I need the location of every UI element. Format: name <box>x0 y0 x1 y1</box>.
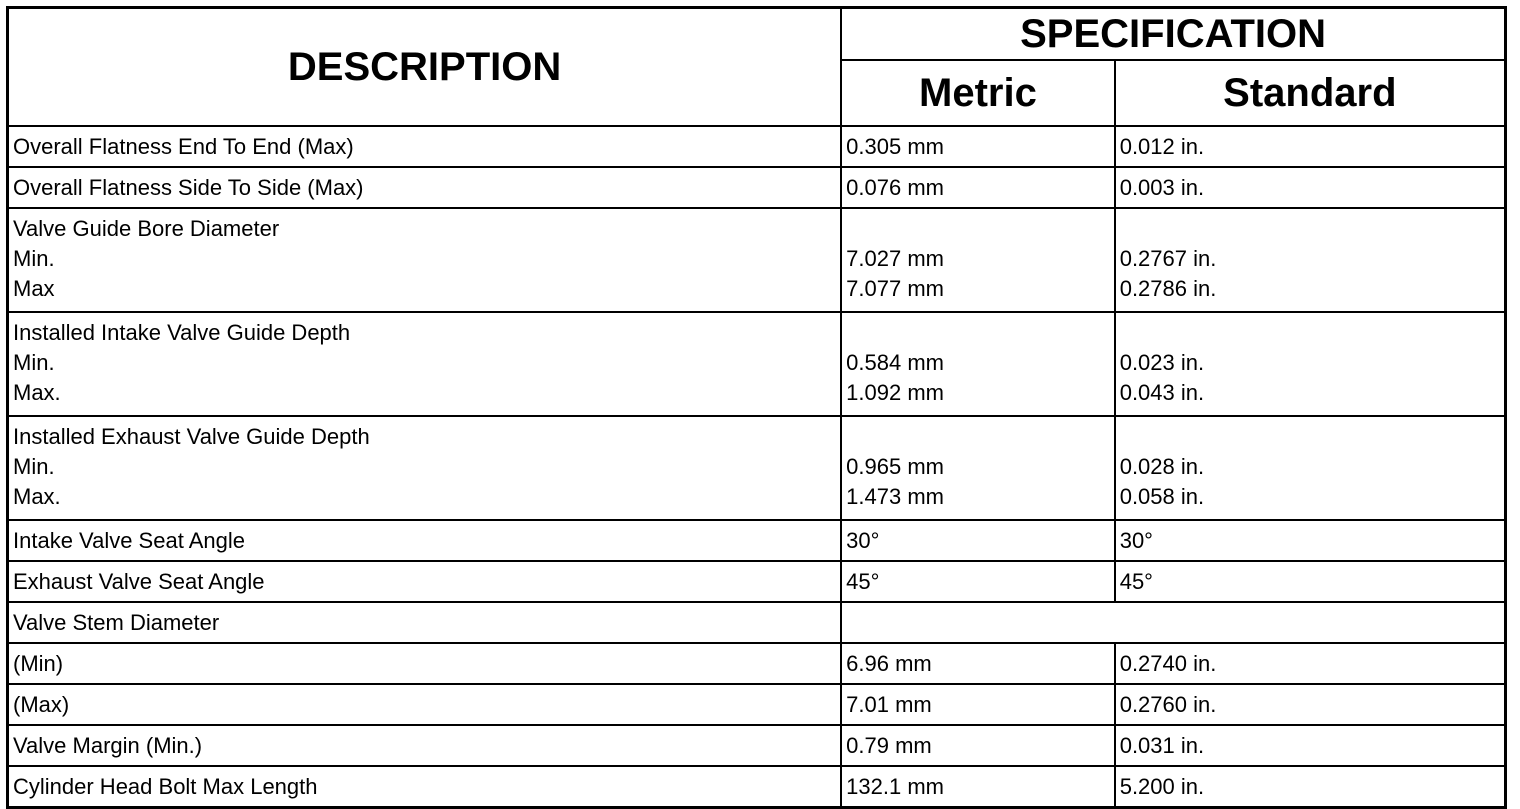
row-label: Valve Stem Diameter <box>8 602 842 643</box>
standard-value-group <box>1115 208 1506 312</box>
table-row <box>8 126 1506 167</box>
metric-value: 7.01 mm <box>841 684 1115 725</box>
standard-value: 5.200 in. <box>1115 766 1506 808</box>
row-label: (Min) <box>8 643 842 684</box>
metric-value-group <box>841 208 1115 312</box>
metric-value: 0.076 mm <box>841 167 1115 208</box>
table-row <box>8 520 1506 561</box>
standard-value: 0.2740 in. <box>1115 643 1506 684</box>
row-label: (Max) <box>8 684 842 725</box>
standard-header: Standard <box>1115 60 1506 126</box>
metric-header: Metric <box>841 60 1115 126</box>
table-row <box>8 208 1506 312</box>
metric-value: 0.305 mm <box>841 126 1115 167</box>
table-row <box>8 684 1506 725</box>
row-label: Exhaust Valve Seat Angle <box>8 561 842 602</box>
empty-spec-cell <box>841 602 1505 643</box>
standard-value: 0.2760 in. <box>1115 684 1506 725</box>
standard-value-group <box>1115 416 1506 520</box>
metric-value: 1.473 mm <box>846 484 944 509</box>
row-label: Installed Intake Valve Guide Depth <box>13 320 351 345</box>
standard-value: 0.058 in. <box>1119 484 1205 509</box>
row-label-group <box>8 416 842 520</box>
sub-label: Max. <box>13 380 61 405</box>
table-row <box>8 643 1506 684</box>
metric-value: 45° <box>841 561 1115 602</box>
specification-header: SPECIFICATION <box>841 8 1505 61</box>
sub-label: Min. <box>13 454 55 479</box>
metric-value: 0.584 mm <box>846 350 944 375</box>
metric-value: 0.79 mm <box>841 725 1115 766</box>
table-row <box>8 167 1506 208</box>
standard-value: 0.003 in. <box>1115 167 1506 208</box>
standard-value: 45° <box>1115 561 1506 602</box>
sub-label: Min. <box>13 350 55 375</box>
metric-value: 0.965 mm <box>846 454 944 479</box>
metric-value: 30° <box>841 520 1115 561</box>
table-row <box>8 561 1506 602</box>
standard-value: 0.023 in. <box>1119 350 1205 375</box>
table-row <box>8 602 1506 643</box>
row-label: Installed Exhaust Valve Guide Depth <box>13 424 370 449</box>
sub-label: Min. <box>13 246 55 271</box>
sub-label: Max <box>13 276 55 301</box>
metric-value: 7.027 mm <box>846 246 944 271</box>
description-header: DESCRIPTION <box>8 8 842 127</box>
standard-value: 0.031 in. <box>1115 725 1506 766</box>
sub-label: Max. <box>13 484 61 509</box>
standard-value: 0.028 in. <box>1119 454 1205 479</box>
table-row <box>8 766 1506 808</box>
standard-value: 0.2767 in. <box>1119 246 1217 271</box>
metric-value: 132.1 mm <box>841 766 1115 808</box>
row-label-group <box>8 208 842 312</box>
table-row <box>8 312 1506 416</box>
table-row <box>8 416 1506 520</box>
standard-value: 0.2786 in. <box>1119 276 1217 301</box>
standard-value: 0.012 in. <box>1115 126 1506 167</box>
row-label: Valve Guide Bore Diameter <box>13 216 280 241</box>
metric-value-group <box>841 416 1115 520</box>
standard-value: 30° <box>1115 520 1506 561</box>
row-label: Cylinder Head Bolt Max Length <box>8 766 842 808</box>
specification-table <box>6 6 1507 809</box>
row-label: Valve Margin (Min.) <box>8 725 842 766</box>
row-label: Overall Flatness Side To Side (Max) <box>8 167 842 208</box>
table-row <box>8 725 1506 766</box>
row-label: Intake Valve Seat Angle <box>8 520 842 561</box>
metric-value: 7.077 mm <box>846 276 944 301</box>
metric-value: 1.092 mm <box>846 380 944 405</box>
standard-value: 0.043 in. <box>1119 380 1205 405</box>
standard-value-group <box>1115 312 1506 416</box>
metric-value: 6.96 mm <box>841 643 1115 684</box>
row-label: Overall Flatness End To End (Max) <box>8 126 842 167</box>
row-label-group <box>8 312 842 416</box>
metric-value-group <box>841 312 1115 416</box>
